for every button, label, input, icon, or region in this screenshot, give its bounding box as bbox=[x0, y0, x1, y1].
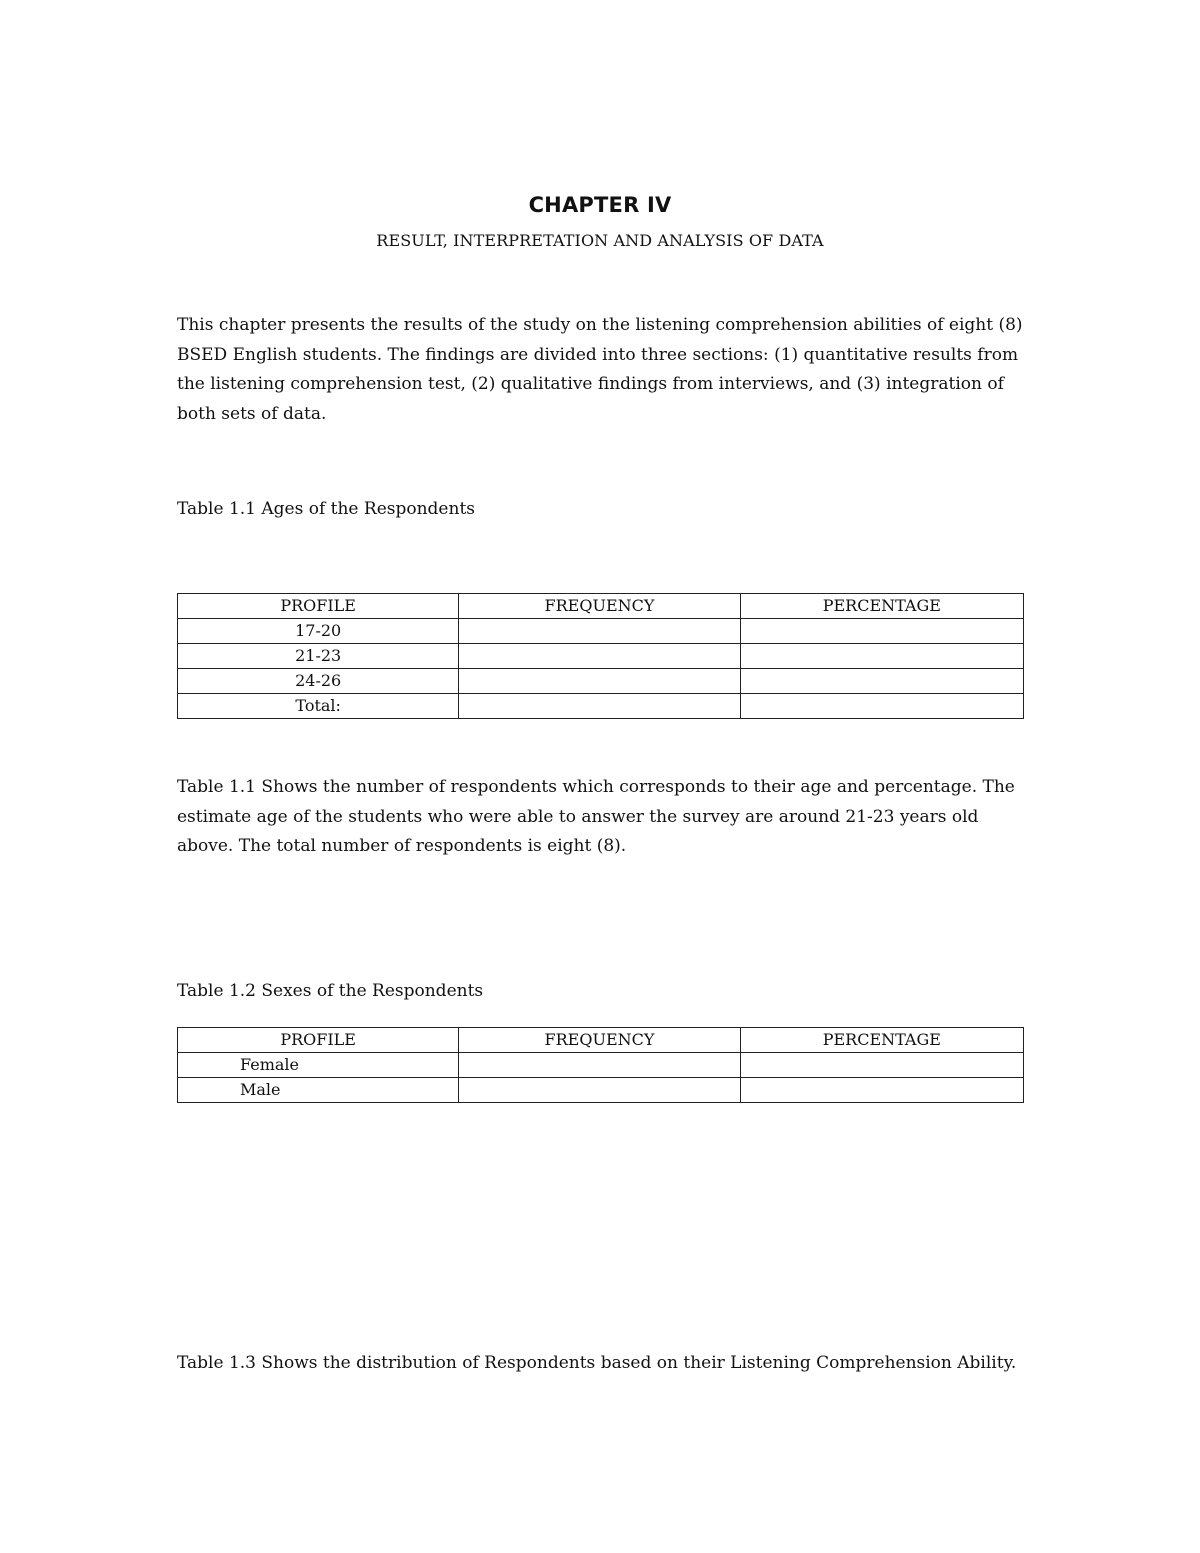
table-ages-caption: Table 1.1 Ages of the Respondents bbox=[177, 499, 475, 519]
header-cell-percentage: PERCENTAGE bbox=[740, 1028, 1023, 1053]
table-row bbox=[178, 1053, 1024, 1078]
table-cell-percentage bbox=[740, 1053, 1023, 1078]
table-row bbox=[178, 644, 1024, 669]
table-cell-profile: Male bbox=[178, 1078, 459, 1103]
table-cell-profile: Total: bbox=[178, 694, 459, 719]
table-row-total bbox=[178, 694, 1024, 719]
table-cell-frequency bbox=[459, 619, 740, 644]
header-cell-frequency: FREQUENCY bbox=[459, 1028, 740, 1053]
table-ages-description: Table 1.1 Shows the number of respondents which corresponds to their age and percentage. The estimate age of the students who were able to answer the survey are around 21-23 years old above. The total number of respondents is eight (8). bbox=[177, 777, 1015, 856]
table-cell-profile: Female bbox=[178, 1053, 459, 1078]
table-cell-frequency bbox=[459, 644, 740, 669]
table-cell-percentage bbox=[740, 619, 1023, 644]
intro-paragraph: This chapter presents the results of the study on the listening comprehension abilities of eight (8) BSED English students. The findings are divided into three sections: (1) quantitative results from the listening comprehension test, (2) qualitative findings from interviews, and (3) integration of both sets of data. bbox=[177, 315, 1023, 424]
table-cell-profile: 24-26 bbox=[178, 669, 459, 694]
table-cell-frequency bbox=[459, 1078, 740, 1103]
table-row bbox=[178, 1078, 1024, 1103]
table-header-row bbox=[178, 594, 1024, 619]
table-cell-frequency bbox=[459, 669, 740, 694]
table-header-row bbox=[178, 1028, 1024, 1053]
chapter-title: CHAPTER IV bbox=[528, 193, 672, 217]
header-cell-profile: PROFILE bbox=[178, 1028, 459, 1053]
table-cell-frequency bbox=[459, 1053, 740, 1078]
table-cell-profile: 21-23 bbox=[178, 644, 459, 669]
table-ability-description: Table 1.3 Shows the distribution of Respondents based on their Listening Comprehension Ability. bbox=[177, 1353, 1017, 1373]
table-ages bbox=[177, 593, 1024, 719]
header-cell-frequency: FREQUENCY bbox=[459, 594, 740, 619]
table-cell-frequency bbox=[459, 694, 740, 719]
table-sexes bbox=[177, 1027, 1024, 1103]
table-cell-percentage bbox=[740, 644, 1023, 669]
table-cell-percentage bbox=[740, 1078, 1023, 1103]
table-cell-percentage bbox=[740, 669, 1023, 694]
header-cell-percentage: PERCENTAGE bbox=[740, 594, 1023, 619]
header-cell-profile: PROFILE bbox=[178, 594, 459, 619]
chapter-subtitle: RESULT, INTERPRETATION AND ANALYSIS OF DATA bbox=[376, 231, 824, 250]
table-row bbox=[178, 619, 1024, 644]
table-sexes-caption: Table 1.2 Sexes of the Respondents bbox=[177, 981, 484, 1001]
table-cell-percentage bbox=[740, 694, 1023, 719]
table-cell-profile: 17-20 bbox=[178, 619, 459, 644]
table-row bbox=[178, 669, 1024, 694]
